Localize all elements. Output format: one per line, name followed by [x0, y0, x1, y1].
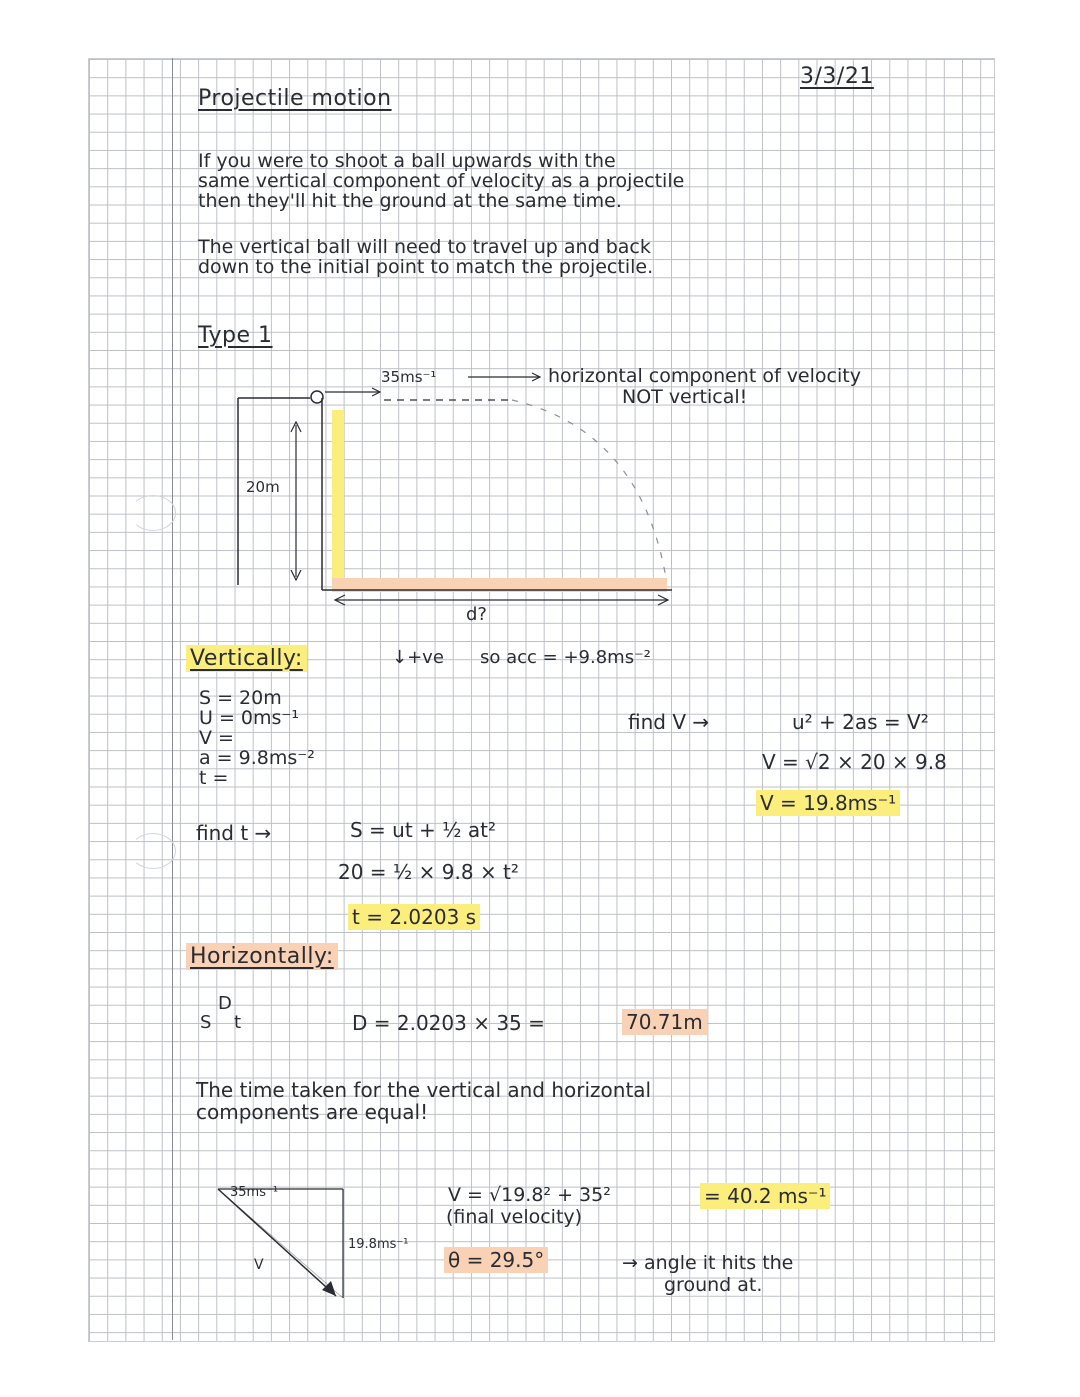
- final-v-small-label: V: [254, 1257, 264, 1273]
- d-result-text: 70.71m: [622, 1009, 707, 1035]
- vertically-heading: [186, 648, 307, 670]
- horizontal-note: NOT vertical!: [622, 386, 748, 408]
- intro-line: then they'll hit the ground at the same time.: [198, 190, 622, 212]
- speed-label: 35ms⁻¹: [381, 368, 437, 386]
- horizontally-heading-text: Horizontally:: [186, 943, 338, 970]
- triangle-s: S: [200, 1012, 212, 1033]
- suvat-s: S = 20m: [199, 687, 282, 709]
- conclusion-line: components are equal!: [196, 1100, 429, 1124]
- v-result: [756, 793, 900, 813]
- angle-note: ground at.: [664, 1274, 763, 1296]
- angle-result: [444, 1250, 548, 1270]
- ball: [311, 391, 323, 403]
- final-v-result-text: = 40.2 ms⁻¹: [700, 1183, 830, 1209]
- horizontal-note: horizontal component of velocity: [548, 365, 861, 387]
- sign-note: ↓+ve: [392, 647, 444, 668]
- acc-note: so acc = +9.8ms⁻²: [480, 647, 651, 668]
- final-vertical-label: 19.8ms⁻¹: [348, 1237, 409, 1252]
- v-substituted: V = √2 × 20 × 9.8: [762, 750, 947, 774]
- suvat-a: a = 9.8ms⁻²: [199, 747, 315, 769]
- d-result: [622, 1012, 707, 1032]
- suvat-t: t =: [199, 767, 229, 789]
- distance-label: d?: [466, 604, 487, 625]
- t-result-text: t = 2.0203 s: [348, 904, 480, 930]
- triangle-t: t: [234, 1012, 242, 1033]
- final-v-equation: V = √19.8² + 35²: [448, 1184, 611, 1206]
- date: 3/3/21: [800, 64, 874, 89]
- vertical-path-highlight: [332, 410, 344, 590]
- find-t-label: find t →: [196, 821, 272, 845]
- angle-note: → angle it hits the: [622, 1252, 794, 1274]
- final-horizontal-label: 35ms⁻¹: [230, 1185, 279, 1200]
- intro-line: The vertical ball will need to travel up and back: [198, 236, 651, 258]
- equation-suvat: S = ut + ½ at²: [350, 818, 497, 842]
- final-v-note: (final velocity): [446, 1206, 583, 1228]
- d-equation: D = 2.0203 × 35 =: [352, 1011, 545, 1035]
- equation-substituted: 20 = ½ × 9.8 × t²: [338, 860, 519, 884]
- suvat-v: V =: [199, 727, 234, 749]
- v-result-text: V = 19.8ms⁻¹: [756, 790, 900, 816]
- angle-result-text: θ = 29.5°: [444, 1247, 548, 1273]
- v-equation: u² + 2as = V²: [792, 710, 929, 734]
- t-result: [348, 907, 480, 927]
- height-label: 20m: [246, 478, 280, 496]
- type-heading: Type 1: [198, 323, 273, 348]
- find-v-label: find V →: [628, 710, 710, 734]
- conclusion-line: The time taken for the vertical and horizontal: [196, 1078, 652, 1102]
- page-title: Projectile motion: [198, 86, 392, 111]
- triangle-d: D: [218, 993, 232, 1014]
- final-v-result: [700, 1186, 830, 1206]
- horizontally-heading: [186, 946, 338, 968]
- intro-line: down to the initial point to match the projectile.: [198, 256, 654, 278]
- vertically-heading-text: Vertically:: [186, 645, 307, 672]
- intro-line: same vertical component of velocity as a projectile: [198, 170, 685, 192]
- suvat-u: U = 0ms⁻¹: [199, 707, 300, 729]
- intro-line: If you were to shoot a ball upwards with the: [198, 150, 616, 172]
